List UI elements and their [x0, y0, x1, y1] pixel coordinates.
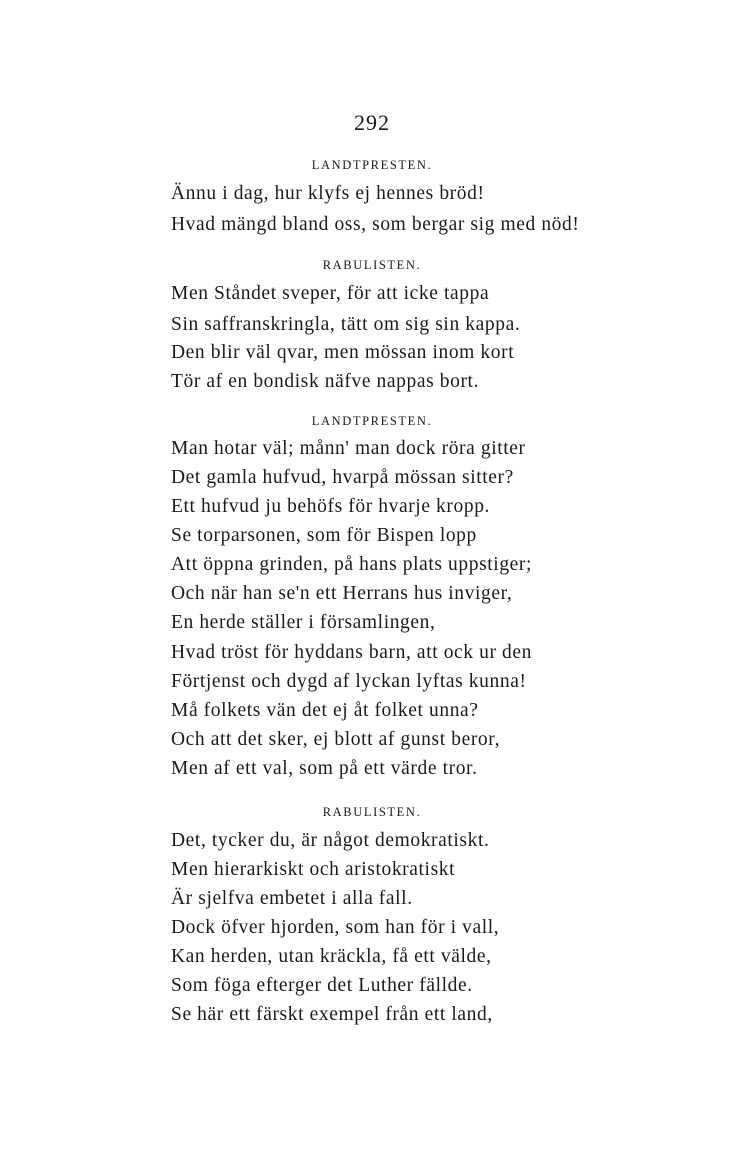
- verse-line: Ett hufvud ju behöfs för hvarje kropp.: [171, 496, 491, 517]
- verse-line: Se här ett färskt exempel från ett land,: [171, 1004, 493, 1025]
- verse-line: Och när han se'n ett Herrans hus inviger,: [171, 583, 513, 604]
- verse-line: Det, tycker du, är något demokratiskt.: [171, 830, 490, 851]
- verse-line: Förtjenst och dygd af lyckan lyftas kunna!: [171, 671, 527, 692]
- verse-line: Dock öfver hjorden, som han för i vall,: [171, 917, 500, 938]
- verse-line: Hvad mängd bland oss, som bergar sig med nöd!: [171, 214, 580, 235]
- speaker-heading: RABULISTEN.: [322, 258, 422, 272]
- speaker-heading: LANDTPRESTEN.: [311, 414, 433, 428]
- speaker-heading: RABULISTEN.: [322, 805, 422, 819]
- verse-line: Men af ett val, som på ett värde tror.: [171, 758, 478, 779]
- verse-line: Man hotar väl; månn' man dock röra gitter: [171, 438, 526, 459]
- verse-line: Det gamla hufvud, hvarpå mössan sitter?: [171, 467, 514, 488]
- verse-line: Hvad tröst för hyddans barn, att ock ur den: [171, 642, 533, 663]
- verse-line: Sin saffranskringla, tätt om sig sin kappa.: [171, 314, 521, 335]
- verse-line: Som föga efterger det Luther fällde.: [171, 975, 473, 996]
- page-number: 292: [354, 110, 390, 135]
- verse-line: Men Ståndet sveper, för att icke tappa: [171, 283, 490, 304]
- verse-line: Att öppna grinden, på hans plats uppstiger;: [171, 554, 533, 575]
- verse-line: Kan herden, utan kräckla, få ett välde,: [171, 946, 492, 967]
- verse-line: Se torparsonen, som för Bispen lopp: [171, 525, 477, 546]
- verse-line: Ännu i dag, hur klyfs ej hennes bröd!: [171, 183, 485, 204]
- verse-line: Och att det sker, ej blott af gunst beror,: [171, 729, 501, 750]
- verse-line: Må folkets vän det ej åt folket unna?: [171, 700, 479, 721]
- verse-line: Men hierarkiskt och aristokratiskt: [171, 859, 456, 880]
- speaker-heading: LANDTPRESTEN.: [311, 158, 433, 172]
- verse-line: En herde ställer i församlingen,: [171, 612, 436, 633]
- verse-line: Den blir väl qvar, men mössan inom kort: [171, 342, 515, 363]
- verse-line: Tör af en bondisk näfve nappas bort.: [171, 371, 480, 392]
- verse-line: Är sjelfva embetet i alla fall.: [171, 888, 413, 909]
